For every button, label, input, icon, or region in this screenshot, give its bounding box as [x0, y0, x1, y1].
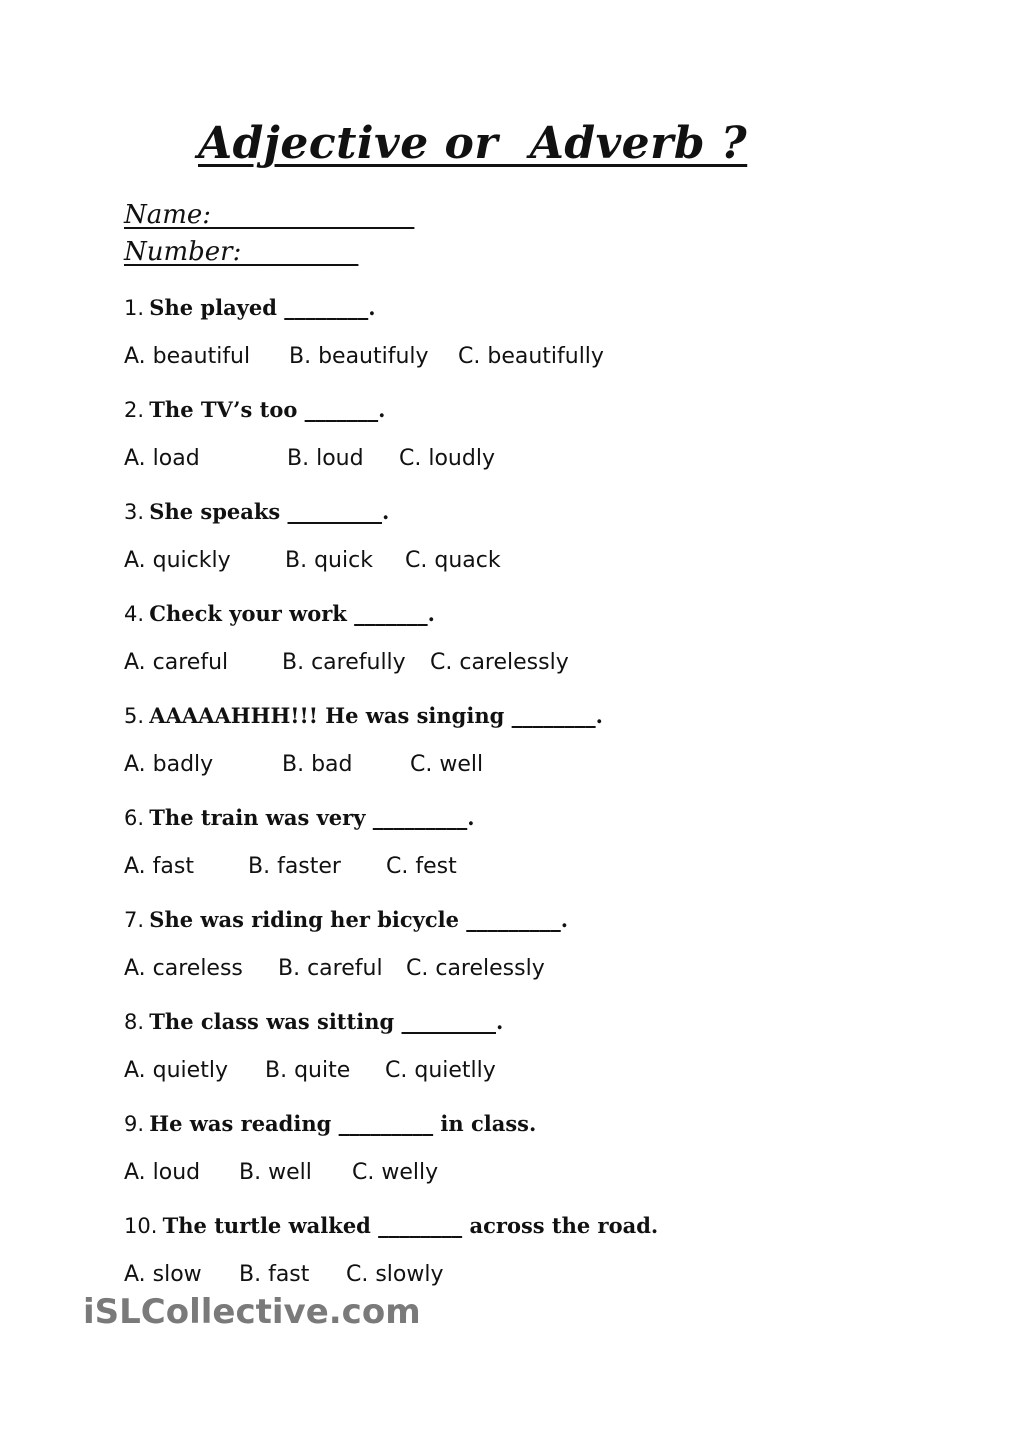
answer-option: C. slowly [346, 1262, 444, 1287]
answer-option: A. load [124, 446, 200, 471]
question-text: The TV’s too _______. [149, 397, 386, 422]
answer-option: C. carelessly [430, 650, 569, 675]
answer-option: C. well [410, 752, 484, 777]
question-6 [124, 805, 475, 831]
answer-option: A. careful [124, 650, 229, 675]
answer-option: B. well [239, 1160, 312, 1185]
answer-option: B. carefully [282, 650, 406, 675]
answer-option: C. loudly [399, 446, 495, 471]
question-number: 3. [124, 500, 145, 524]
question-number: 7. [124, 908, 145, 932]
answer-option: A. loud [124, 1160, 201, 1185]
answer-option: A. slow [124, 1262, 202, 1287]
name-field: Name: _______________ [124, 200, 415, 230]
question-number: 4. [124, 602, 145, 626]
question-text: She was riding her bicycle _________. [149, 907, 569, 932]
question-text: The class was sitting _________. [149, 1009, 504, 1034]
answer-option: B. careful [278, 956, 383, 981]
question-number: 8. [124, 1010, 145, 1034]
answer-option: A. fast [124, 854, 194, 879]
answer-option: B. faster [248, 854, 341, 879]
question-text: The train was very _________. [149, 805, 475, 830]
question-number: 6. [124, 806, 145, 830]
question-text: She speaks _________. [149, 499, 390, 524]
answer-option: A. careless [124, 956, 243, 981]
question-5 [124, 703, 603, 729]
question-text: Check your work _______. [149, 601, 435, 626]
answer-option: B. quite [265, 1058, 351, 1083]
question-number: 10. [124, 1214, 158, 1238]
question-text: He was reading _________ in class. [149, 1111, 537, 1136]
answer-option: B. loud [287, 446, 364, 471]
question-text: The turtle walked ________ across the road. [162, 1213, 659, 1238]
answer-option: C. quack [405, 548, 501, 573]
question-7 [124, 907, 568, 933]
number-field: Number:_________ [124, 237, 359, 267]
question-9 [124, 1111, 536, 1137]
question-3 [124, 499, 389, 525]
question-text: AAAAAHHH!!! He was singing ________. [149, 703, 603, 728]
question-10 [124, 1213, 658, 1239]
answer-option: A. quickly [124, 548, 231, 573]
answer-option: C. carelessly [406, 956, 545, 981]
question-text: She played ________. [149, 295, 376, 320]
answer-option: A. beautiful [124, 344, 251, 369]
worksheet-title: Adjective or Adverb ? [198, 118, 748, 169]
question-number: 5. [124, 704, 145, 728]
question-2 [124, 397, 385, 423]
question-number: 1. [124, 296, 145, 320]
answer-option: B. bad [282, 752, 353, 777]
answer-option: C. fest [386, 854, 457, 879]
question-8 [124, 1009, 503, 1035]
answer-option: A. quietly [124, 1058, 228, 1083]
answer-option: B. fast [239, 1262, 310, 1287]
question-1 [124, 295, 376, 321]
question-number: 2. [124, 398, 145, 422]
answer-option: A. badly [124, 752, 214, 777]
answer-option: C. beautifully [458, 344, 604, 369]
question-number: 9. [124, 1112, 145, 1136]
watermark-logo: iSLCollective.com [83, 1292, 421, 1332]
answer-option: B. quick [285, 548, 373, 573]
question-4 [124, 601, 435, 627]
answer-option: B. beautifuly [289, 344, 429, 369]
answer-option: C. welly [352, 1160, 439, 1185]
answer-option: C. quietlly [385, 1058, 496, 1083]
